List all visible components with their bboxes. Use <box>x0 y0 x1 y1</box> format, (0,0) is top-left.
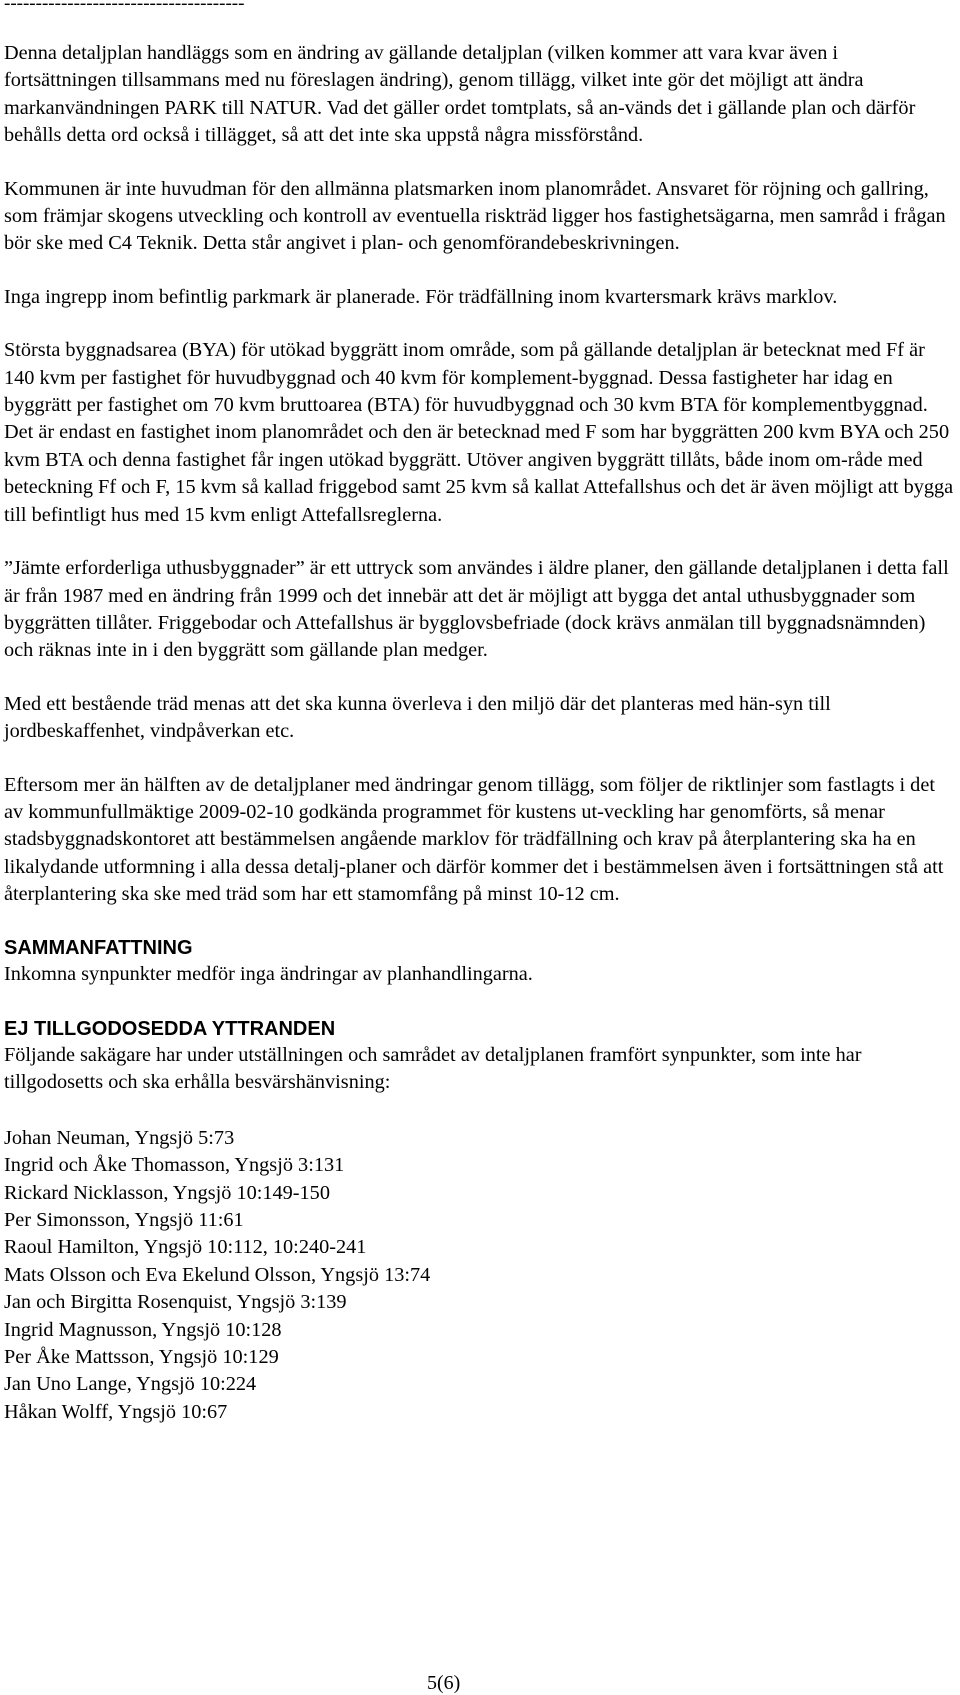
summary-heading: SAMMANFATTNING <box>4 936 193 959</box>
summary-text: Inkomna synpunkter medför inga ändringar av planhandlingarna. <box>4 962 533 985</box>
stakeholder-list <box>4 1125 954 1426</box>
list-item: Rickard Nicklasson, Yngsjö 10:149-150 <box>4 1181 330 1204</box>
list-item: Ingrid Magnusson, Yngsjö 10:128 <box>4 1318 282 1341</box>
unmet-objections-text: Följande sakägare har under utställningen och samrådet av detaljplanen framfört synpunkter, som inte har tillgodosetts och ska erhålla besvärshänvisning: <box>4 1043 862 1094</box>
list-item: Ingrid och Åke Thomasson, Yngsjö 3:131 <box>4 1154 345 1177</box>
list-item: Jan Uno Lange, Yngsjö 10:224 <box>4 1373 257 1396</box>
page-number: 5(6) <box>427 1672 461 1694</box>
list-item: Jan och Birgitta Rosenquist, Yngsjö 3:139 <box>4 1291 347 1314</box>
top-rule: -------------------------------------- <box>4 0 245 14</box>
list-item: Per Simonsson, Yngsjö 11:61 <box>4 1209 244 1231</box>
list-item: Per Åke Mattsson, Yngsjö 10:129 <box>4 1346 279 1369</box>
paragraph-existing-tree: Med ett bestående träd menas att det ska kunna överleva i den miljö där det planteras med hän-syn till jordbeskaffenhet, vindpåverkan etc. <box>4 692 831 743</box>
paragraph-municipality-responsibility: Kommunen är inte huvudman för den allmänna platsmarken inom planområdet. Ansvaret för röjning och gallring, som främjar skogens utveckling och kontroll av eventuella riskträd ligger hos fastighetsägarna, men samråd i frågan bör ske med C4 Teknik. Detta står angivet i plan- och genomförandebeskrivningen. <box>4 177 946 255</box>
list-item: Mats Olsson och Eva Ekelund Olsson, Yngsjö 13:74 <box>4 1263 431 1286</box>
paragraph-park-land: Inga ingrepp inom befintlig parkmark är planerade. För trädfällning inom kvartersmark krävs marklov. <box>4 285 838 308</box>
document-body <box>4 40 954 1426</box>
list-item: Raoul Hamilton, Yngsjö 10:112, 10:240-241 <box>4 1236 367 1259</box>
paragraph-tree-felling: Eftersom mer än hälften av de detaljplaner med ändringar genom tillägg, som följer de riktlinjer som fastlagts i det av kommunfullmäktige 2009-02-10 godkända programmet för kustens ut-veckling har genomförts, så menar stadsbyggnadskontoret att bestämmelsen angående marklov för trädfällning och krav på återplantering ska ha en likalydande utformning i alla dessa detalj-planer och därför kommer det i bestämmelsen även i fortsättningen stå att återplantering ska ske med träd som har ett stamomfång på minst 10-12 cm. <box>4 773 944 906</box>
paragraph-building-area: Största byggnadsarea (BYA) för utökad byggrätt inom område, som på gällande detaljplan är betecknat med Ff är 140 kvm per fastighet för huvudbyggnad och 40 kvm för komplement-byggnad. Dessa fastigheter har idag en byggrätt per fastighet om 70 kvm bruttoarea (BTA) för huvudbyggnad och 30 kvm BTA för komplementbyggnad. Det är endast en fastighet inom planområdet och den är betecknad med F som har byggrätten 200 kvm BYA och 250 kvm BTA och denna fastighet får ingen utökad byggrätt. Utöver angiven byggrätt tillåts, både inom om-råde med beteckning Ff och F, 15 kvm så kallad friggebod samt 25 kvm så kallat Attefallshus och det är även möjligt att bygga till befintligt hus med 15 kvm enligt Attefallsreglerna. <box>4 339 954 526</box>
unmet-objections-heading: EJ TILLGODOSEDDA YTTRANDEN <box>4 1017 336 1040</box>
list-item: Johan Neuman, Yngsjö 5:73 <box>4 1126 235 1149</box>
list-item: Håkan Wolff, Yngsjö 10:67 <box>4 1400 228 1423</box>
paragraph-outbuildings: ”Jämte erforderliga uthusbyggnader” är ett uttryck som användes i äldre planer, den gällande detaljplanen i detta fall är från 1987 med en ändring från 1999 och det innebär att det är möjligt att bygga det antal uthusbyggnader som byggrätten tillåter. Friggebodar och Attefallshus är bygglovsbefriade (dock krävs anmälan till byggnadsnämnden) och räknas inte in i den byggrätt som gällande plan medger. <box>4 557 949 662</box>
paragraph-plan-amendment: Denna detaljplan handläggs som en ändring av gällande detaljplan (vilken kommer att vara kvar även i fortsättningen tillsammans med nu föreslagen ändring), genom tillägg, vilket inte gör det möjligt att ändra markanvändningen PARK till NATUR. Vad det gäller ordet tomtplats, så an-vänds det i gällande plan och därför behålls detta ord också i tillägget, så att det inte ska uppstå några missförstånd. <box>4 42 916 147</box>
